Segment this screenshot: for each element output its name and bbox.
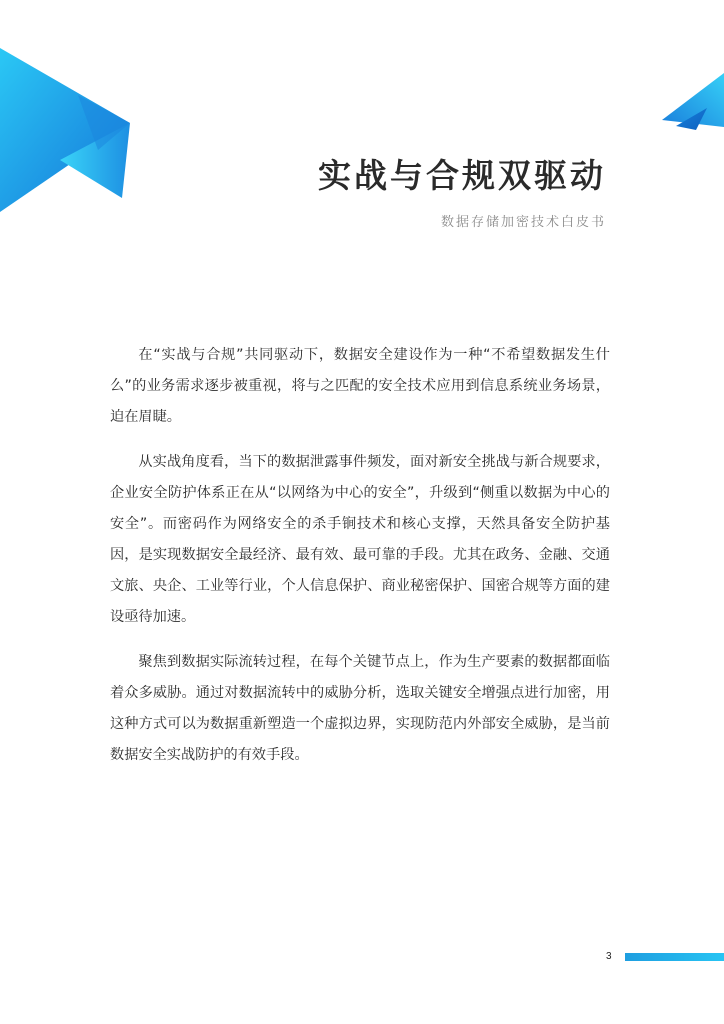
paragraph-3: 聚焦到数据实际流转过程，在每个关键节点上，作为生产要素的数据都面临着众多威胁。通过对数据流转中的威胁分析，选取关键安全增强点进行加密，用这种方式可以为数据重新塑造一个虚拟边界，实现防范内外部安全威胁，是当前数据安全实战防护的有效手段。 (110, 654, 610, 763)
right-triangle-group (662, 73, 724, 130)
body-text (110, 340, 610, 785)
page-title: 实战与合规双驱动 (318, 156, 606, 195)
paragraph-2: 从实战角度看，当下的数据泄露事件频发，面对新安全挑战与新合规要求，企业安全防护体系正在从“以网络为中心的安全”，升级到“侧重以数据为中心的安全”。而密码作为网络安全的杀手锏技术和核心支撑，天然具备安全防护基因，是实现数据安全最经济、最有效、最可靠的手段。尤其在政务、金融、交通文旅、央企、工业等行业，个人信息保护、商业秘密保护、国密合规等方面的建设亟待加速。 (110, 454, 610, 625)
left-triangle-group (0, 48, 130, 212)
paragraph-1: 在“实战与合规”共同驱动下，数据安全建设作为一种“不希望数据发生什么”的业务需求逐步被重视，将与之匹配的安全技术应用到信息系统业务场景，迫在眉睫。 (110, 347, 610, 425)
page-number: 3 (606, 951, 612, 962)
page-number-bar (625, 953, 724, 961)
page-subtitle: 数据存储加密技术白皮书 (440, 215, 606, 230)
